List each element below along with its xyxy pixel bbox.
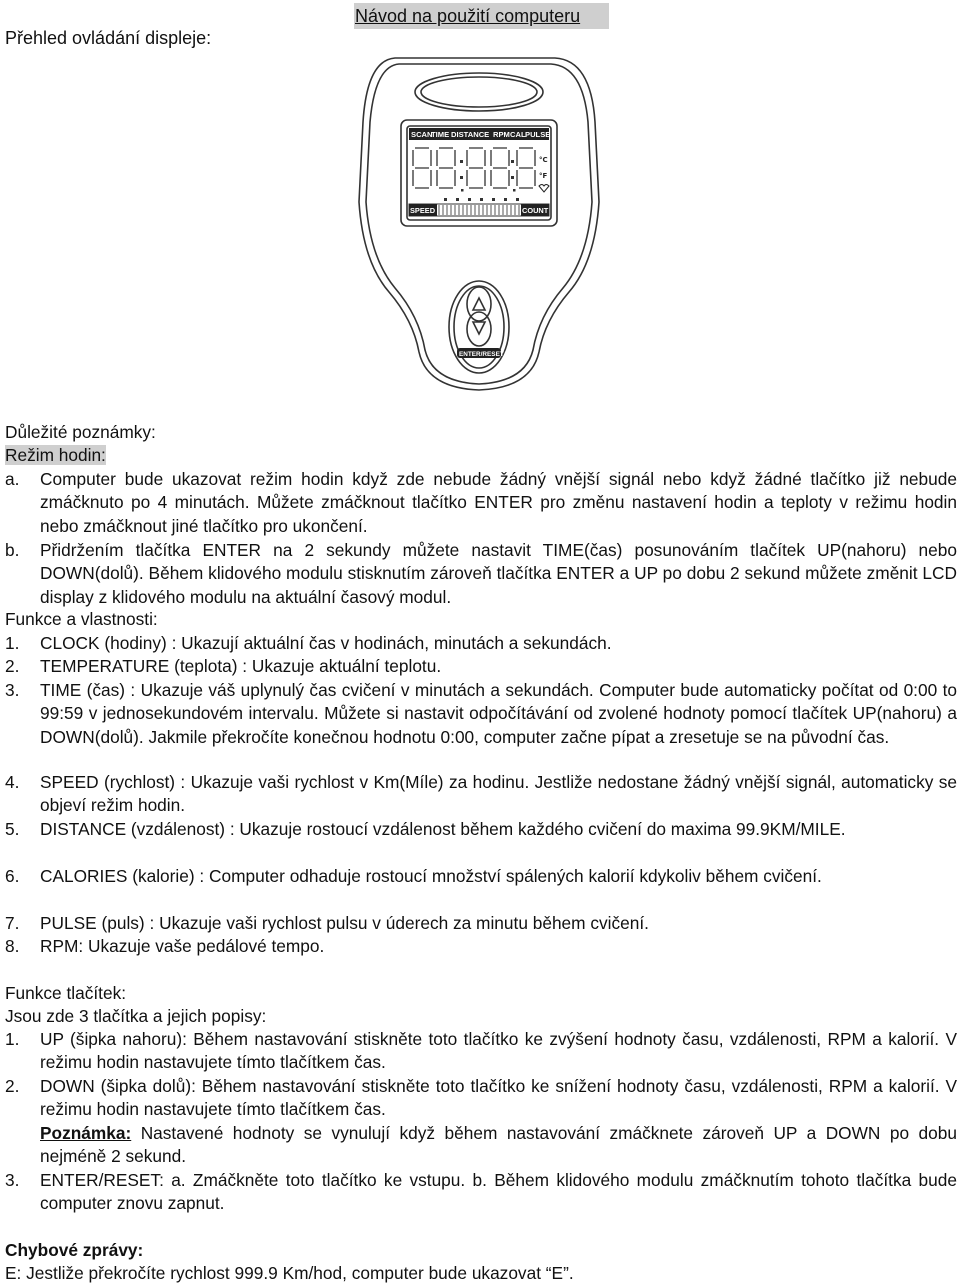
button-item-enter-reset: [5, 1169, 957, 1216]
feature-number: 6.: [5, 866, 20, 886]
feature-text: TEMPERATURE (teplota) : Ukazuje aktuální teplotu.: [40, 656, 442, 676]
feature-number: 3.: [5, 680, 20, 700]
feature-text: CALORIES (kalorie) : Computer odhaduje rostoucí množství spálených kalorií kdykoliv během cvičení.: [40, 866, 822, 886]
document-title: Návod na použití computeru: [354, 3, 609, 29]
button-note: [5, 1122, 957, 1169]
lcd-label-pulse: PULSE: [525, 130, 551, 139]
lcd-digits: [413, 148, 535, 188]
feature-item-7: [5, 912, 957, 935]
note-b: [5, 539, 957, 609]
feature-text: RPM: Ukazuje vaše pedálové tempo.: [40, 936, 325, 956]
clock-mode-heading: Režim hodin:: [5, 445, 106, 465]
note-b-marker: b.: [5, 540, 20, 560]
lcd-unit-fahrenheit: °F: [539, 172, 548, 180]
note-a-text: Computer bude ukazovat režim hodin když zde nebude žádný vnější signál nebo když žádné tlačítko již nebude zmáčknuto po 4 minutách. Můžete zmáčknout tlačítko ENTER pro změnu nastavení hodin a teploty v režimu hodin nebo zmáčknout jiné tlačítko pro ukončení.: [40, 469, 957, 536]
feature-number: 5.: [5, 819, 20, 839]
buttons-heading: Funkce tlačítek:: [5, 983, 127, 1003]
feature-number: 8.: [5, 936, 20, 956]
feature-number: 2.: [5, 656, 20, 676]
lcd-label-speed: SPEED: [410, 206, 436, 215]
enter-reset-label: ENTER/RESET: [459, 351, 504, 358]
feature-text: PULSE (puls) : Ukazuje vaši rychlost pulsu v úderech za minutu během cvičení.: [40, 913, 649, 933]
features-heading: Funkce a vlastnosti:: [5, 609, 158, 629]
lcd-label-rpm: RPM: [493, 130, 510, 139]
note-a: [5, 468, 957, 538]
feature-text: TIME (čas) : Ukazuje váš uplynulý čas cvičení v minutách a sekundách. Computer bude automaticky počítat od 0:00 to 99:59 v jednosekundovém intervalu. Můžete si nastavit odpočítávání od zvolené hodnoty pomocí tlačítek UP(nahoru) a DOWN(dolů). Jakmile překročíte konečnou hodnotu 0:00, computer začne pípat a zresetuje se na původní čas.: [40, 680, 957, 747]
feature-item-3: [5, 679, 957, 749]
lcd-label-scan: SCAN: [411, 130, 433, 139]
note-label: Poznámka:: [40, 1123, 132, 1143]
button-number: 3.: [5, 1170, 20, 1190]
button-number: 1.: [5, 1029, 20, 1049]
feature-text: SPEED (rychlost) : Ukazuje vaši rychlost v Km(Míle) za hodinu. Jestliže nedostane žádný vnější signál, automaticky se objeví režim hodin.: [40, 772, 957, 816]
feature-text: DISTANCE (vzdálenost) : Ukazuje rostoucí vzdálenost během každého cvičení do maxima 99.9KM/MILE.: [40, 819, 846, 839]
errors-text: E: Jestliže překročíte rychlost 999.9 Km/hod, computer bude ukazovat “E”.: [5, 1263, 574, 1283]
feature-number: 7.: [5, 913, 20, 933]
button-text: ENTER/RESET: a. Zmáčkněte toto tlačítko ke vstupu. b. Během klidového modulu zmáčknutím tohoto tlačítka bude computer znovu zapnut.: [40, 1170, 957, 1214]
note-a-marker: a.: [5, 469, 20, 489]
lcd-unit-celsius: °C: [539, 156, 548, 164]
lcd-label-cal: CAL: [510, 130, 526, 139]
buttons-intro: Jsou zde 3 tlačítka a jejich popisy:: [5, 1006, 267, 1026]
note-b-text: Přidržením tlačítka ENTER na 2 sekundy můžete nastavit TIME(čas) posunováním tlačítek UP(nahoru) nebo DOWN(dolů). Během klidového modulu stisknutím zároveň tlačítka ENTER a UP po dobu 2 sekund můžete změnit LCD display z klidového modulu na aktuální časový modul.: [40, 540, 957, 607]
feature-item-8: [5, 935, 957, 958]
feature-item-6: [5, 865, 957, 888]
lcd-label-distance: DISTANCE: [451, 130, 490, 139]
heart-icon: [539, 185, 549, 193]
display-overview-heading: Přehled ovládání displeje:: [5, 28, 212, 48]
feature-item-4: [5, 771, 957, 818]
button-item-down: [5, 1075, 957, 1122]
feature-text: CLOCK (hodiny) : Ukazují aktuální čas v hodinách, minutách a sekundách.: [40, 633, 612, 653]
button-text: UP (šipka nahoru): Během nastavování stiskněte toto tlačítko ke zvýšení hodnoty času, vzdálenosti, RPM a kalorií. V režimu hodin nastavujete tímto tlačítkem čas.: [40, 1029, 957, 1073]
feature-number: 4.: [5, 772, 20, 792]
errors-heading: Chybové zprávy:: [5, 1240, 144, 1260]
lcd-label-time: TIME: [431, 130, 450, 139]
button-number: 2.: [5, 1076, 20, 1096]
button-item-up: [5, 1028, 957, 1075]
button-text: DOWN (šipka dolů): Během nastavování stiskněte toto tlačítko ke snížení hodnoty času, vzdálenosti, RPM a kalorií. V režimu hodin nastavujete tímto tlačítkem čas.: [40, 1076, 957, 1120]
feature-number: 1.: [5, 633, 20, 653]
lcd-label-count: COUNT: [522, 206, 549, 215]
notes-heading: Důležité poznámky:: [5, 422, 156, 442]
feature-item-2: [5, 655, 957, 678]
computer-console-illustration: [355, 52, 603, 392]
feature-item-1: [5, 632, 957, 655]
note-text: Nastavené hodnoty se vynulují když během nastavování zmáčknete zároveň UP a DOWN po dobu nejméně 2 sekund.: [40, 1123, 957, 1167]
feature-item-5: [5, 818, 957, 841]
